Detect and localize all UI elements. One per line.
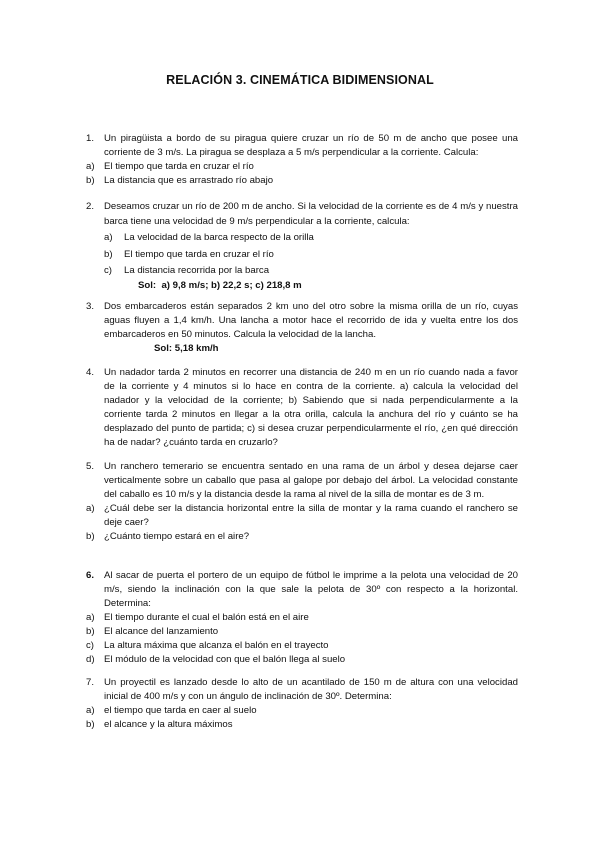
- problem-item: [86, 530, 518, 544]
- problem-text: Un piragüista a bordo de su piragua quiere cruzar un río de 50 m de ancho que posee una corriente de 3 m/s. La piragua se desplaza a 5 m/s perpendicular a la corriente. Calcula:: [104, 133, 518, 158]
- item-text: El módulo de la velocidad con que el balón llega al suelo: [104, 654, 346, 665]
- problem-text: Un nadador tarda 2 minutos en recorrer una distancia de 240 m en un río cuando nada a favor de la corriente y 4 minutos si lo hace en contra de la corriente. a) calcula la velocidad del nadador y la velocidad de la corriente; b) Sabiendo que si nada perpendicularmente a la corriente tarda 2 minutos en llegar a la otra orilla, calcula la anchura del río y cuánto se ha desplazado del punto de partida; c) si desea cruzar perpendicularmente el río, ¿en qué dirección ha de nadar? ¿cuánto tarda en cruzarlo?: [104, 367, 518, 448]
- problem-text: Dos embarcaderos están separados 2 km uno del otro sobre la misma orilla de un río, cuyas aguas fluyen a 1,4 km/h. Una lancha a motor hace el recorrido de ida y vuelta entre los dos embarcaderos en 50 minutos. Calcula la velocidad de la lancha.: [104, 301, 518, 340]
- problem-4: [86, 366, 518, 450]
- item-text: el tiempo que tarda en caer al suelo: [104, 705, 257, 716]
- solution-line: [138, 279, 518, 294]
- item-text: La distancia que es arrastrado río abajo: [104, 175, 274, 186]
- problem-item: [86, 611, 518, 625]
- item-text: El tiempo que tarda en cruzar el río: [124, 248, 274, 260]
- item-text: ¿Cuánto tiempo estará en el aire?: [104, 531, 250, 542]
- problem-6: [86, 569, 518, 667]
- item-label: a): [86, 705, 95, 716]
- problem-item: [86, 502, 518, 530]
- problem-number: 4.: [86, 367, 95, 378]
- problem-number: 3.: [86, 301, 95, 312]
- problem-number: 1.: [86, 133, 95, 144]
- problem-item: [86, 718, 518, 732]
- solution-line: [154, 342, 518, 356]
- item-label: b): [86, 719, 95, 730]
- item-label: c): [104, 265, 112, 277]
- page-title: RELACIÓN 3. CINEMÁTICA BIDIMENSIONAL: [166, 73, 434, 87]
- problem-text: Un ranchero temerario se encuentra sentado en una rama de un árbol y desea dejarse caer verticalmente sobre un caballo que pasa al galope por debajo del árbol. La velocidad constante del caballo es 10 m/s y la distancia desde la rama al nivel de la silla de montar es de 3 m.: [104, 461, 518, 500]
- problem-7: [86, 676, 518, 732]
- item-text: El alcance del lanzamiento: [104, 626, 219, 637]
- problem-text: Deseamos cruzar un río de 200 m de ancho. Si la velocidad de la corriente es de 4 m/s y nuestra barca tiene una velocidad de 9 m/s perpendicular a la corriente, calcula:: [104, 201, 518, 227]
- problem-item: [104, 264, 518, 279]
- problem-text: Un proyectil es lanzado desde lo alto de un acantilado de 150 m de altura con una velocidad inicial de 400 m/s y con un ángulo de inclinación de 30º. Determina:: [104, 677, 518, 702]
- item-label: c): [86, 640, 94, 651]
- problem-item: [86, 625, 518, 639]
- item-text: La distancia recorrida por la barca: [124, 265, 270, 277]
- problem-item: [104, 248, 518, 263]
- problem-item: [86, 160, 518, 174]
- item-text: La velocidad de la barca respecto de la orilla: [124, 232, 314, 244]
- problem-item: [86, 174, 518, 188]
- item-label: b): [86, 175, 95, 186]
- problem-item: [86, 704, 518, 718]
- problem-item: [86, 639, 518, 653]
- item-text: el alcance y la altura máximos: [104, 719, 233, 730]
- item-label: a): [86, 161, 95, 172]
- item-text: El tiempo que tarda en cruzar el río: [104, 161, 254, 172]
- item-label: b): [86, 531, 95, 542]
- problem-number: 5.: [86, 461, 95, 472]
- item-text: La altura máxima que alcanza el balón en el trayecto: [104, 640, 329, 651]
- item-label: a): [104, 232, 113, 244]
- item-label: a): [86, 503, 95, 514]
- item-text: El tiempo durante el cual el balón está en el aire: [104, 612, 309, 623]
- problem-item: [86, 653, 518, 667]
- problem-item: [104, 231, 518, 246]
- item-text: ¿Cuál debe ser la distancia horizontal entre la silla de montar y la rama cuando el ranchero se deje caer?: [104, 503, 518, 528]
- problem-2: [86, 200, 518, 294]
- problem-number: 2.: [86, 201, 95, 212]
- problem-number: 7.: [86, 677, 95, 688]
- solution-label: Sol:: [154, 343, 173, 354]
- solution-label: Sol:: [138, 279, 157, 291]
- problem-3: [86, 300, 518, 356]
- item-label: a): [86, 612, 95, 623]
- problem-1: [86, 132, 518, 188]
- item-label: b): [104, 248, 113, 260]
- item-label: d): [86, 654, 95, 665]
- problem-number: 6.: [86, 570, 95, 581]
- problem-5: [86, 460, 518, 544]
- item-label: b): [86, 626, 95, 637]
- problem-text: Al sacar de puerta el portero de un equipo de fútbol le imprime a la pelota una velocidad de 20 m/s, siendo la inclinación con la que sale la pelota de 30º con respecto a la horizontal. Determina:: [104, 570, 518, 609]
- solution-value: a) 9,8 m/s; b) 22,2 s; c) 218,8 m: [161, 279, 302, 291]
- solution-value: 5,18 km/h: [174, 343, 219, 354]
